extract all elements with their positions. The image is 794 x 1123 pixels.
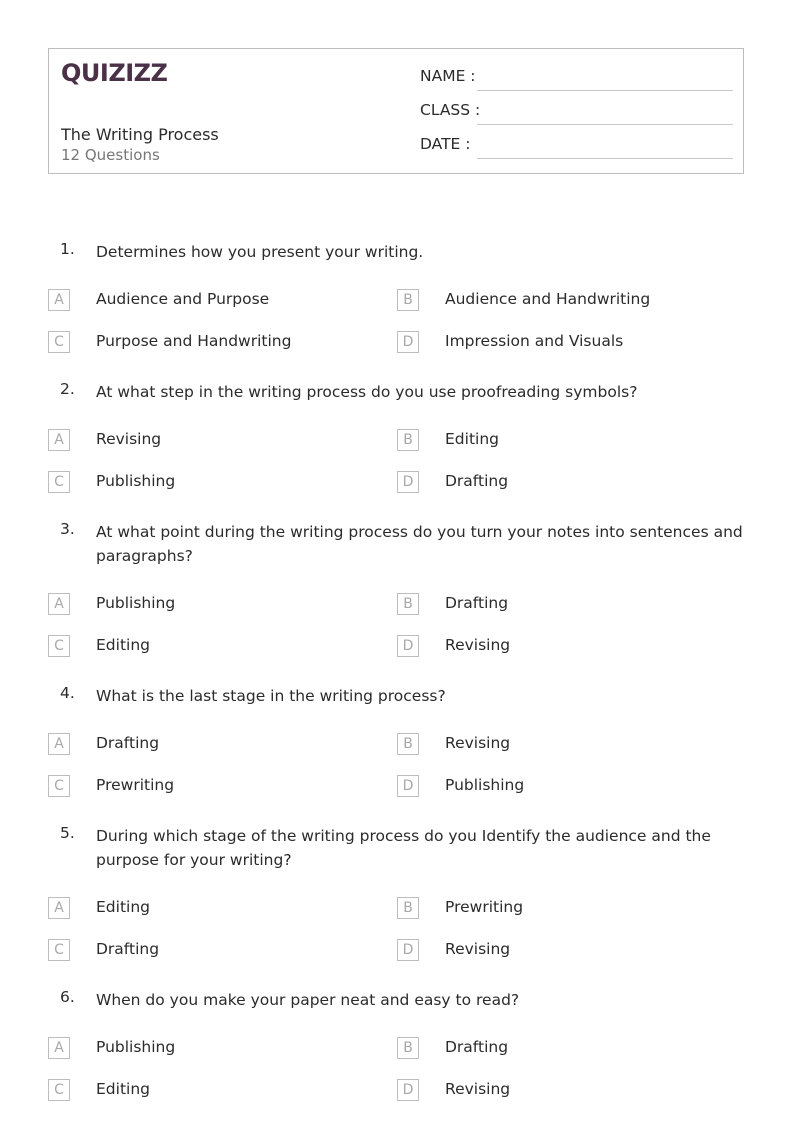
question-text: What is the last stage in the writing process? xyxy=(96,687,446,705)
option-text: Revising xyxy=(445,734,511,752)
option-text: Publishing xyxy=(96,1038,176,1056)
option-letter-box: D xyxy=(397,331,419,353)
option-letter-box: D xyxy=(397,939,419,961)
option-letter-box: C xyxy=(48,775,70,797)
option-letter-box: A xyxy=(48,593,70,615)
option-text: Revising xyxy=(445,940,511,958)
option-letter-box: C xyxy=(48,331,70,353)
option-text: Impression and Visuals xyxy=(445,332,624,350)
question-number: 6. xyxy=(60,988,75,1006)
worksheet-header xyxy=(48,48,744,174)
option-text: Prewriting xyxy=(96,776,175,794)
question-number: 1. xyxy=(60,240,75,258)
date-label: DATE : xyxy=(420,135,471,153)
option-text: Drafting xyxy=(96,734,160,752)
option-text: Editing xyxy=(96,1080,150,1098)
option-letter-box: C xyxy=(48,1079,70,1101)
option-letter-box: A xyxy=(48,733,70,755)
question-text: When do you make your paper neat and easy to read? xyxy=(96,991,520,1009)
date-line[interactable] xyxy=(477,158,733,159)
question-number: 5. xyxy=(60,824,75,842)
option-letter-box: B xyxy=(397,289,419,311)
class-line[interactable] xyxy=(477,124,733,125)
name-label: NAME : xyxy=(420,67,476,85)
option-letter-box: A xyxy=(48,289,70,311)
option-letter-box: D xyxy=(397,635,419,657)
question-text: At what step in the writing process do you use proofreading symbols? xyxy=(96,383,638,401)
option-letter-box: D xyxy=(397,471,419,493)
worksheet-title: The Writing Process xyxy=(61,125,219,144)
option-text: Drafting xyxy=(445,472,509,490)
option-letter-box: B xyxy=(397,733,419,755)
option-letter-box: C xyxy=(48,635,70,657)
question-text: Determines how you present your writing. xyxy=(96,243,424,261)
option-text: Editing xyxy=(96,636,150,654)
name-field[interactable] xyxy=(420,67,733,91)
option-text: Publishing xyxy=(96,594,176,612)
option-text: Revising xyxy=(96,430,162,448)
class-field[interactable] xyxy=(420,101,733,125)
option-letter-box: B xyxy=(397,897,419,919)
quizizz-logo: QUIZIZZ xyxy=(61,59,168,87)
option-letter-box: D xyxy=(397,775,419,797)
class-label: CLASS : xyxy=(420,101,481,119)
option-text: Drafting xyxy=(445,1038,509,1056)
option-text: Drafting xyxy=(96,940,160,958)
option-text: Drafting xyxy=(445,594,509,612)
question-number: 2. xyxy=(60,380,75,398)
option-text: Revising xyxy=(445,636,511,654)
option-letter-box: B xyxy=(397,1037,419,1059)
question-text: At what point during the writing process do you turn your notes into sentences and paragraphs? xyxy=(96,523,743,565)
option-letter-box: D xyxy=(397,1079,419,1101)
option-text: Audience and Purpose xyxy=(96,290,270,308)
option-letter-box: A xyxy=(48,429,70,451)
option-text: Publishing xyxy=(445,776,525,794)
question-number: 3. xyxy=(60,520,75,538)
option-text: Purpose and Handwriting xyxy=(96,332,292,350)
question-count: 12 Questions xyxy=(61,146,160,164)
option-letter-box: A xyxy=(48,897,70,919)
question-text: During which stage of the writing process do you Identify the audience and the purpose for your writing? xyxy=(96,827,711,869)
option-letter-box: A xyxy=(48,1037,70,1059)
option-letter-box: B xyxy=(397,429,419,451)
option-letter-box: C xyxy=(48,471,70,493)
option-text: Prewriting xyxy=(445,898,524,916)
option-text: Audience and Handwriting xyxy=(445,290,651,308)
option-letter-box: B xyxy=(397,593,419,615)
question-number: 4. xyxy=(60,684,75,702)
name-line[interactable] xyxy=(477,90,733,91)
date-field[interactable] xyxy=(420,135,733,159)
option-text: Editing xyxy=(96,898,150,916)
option-text: Editing xyxy=(445,430,499,448)
option-text: Revising xyxy=(445,1080,511,1098)
option-letter-box: C xyxy=(48,939,70,961)
option-text: Publishing xyxy=(96,472,176,490)
